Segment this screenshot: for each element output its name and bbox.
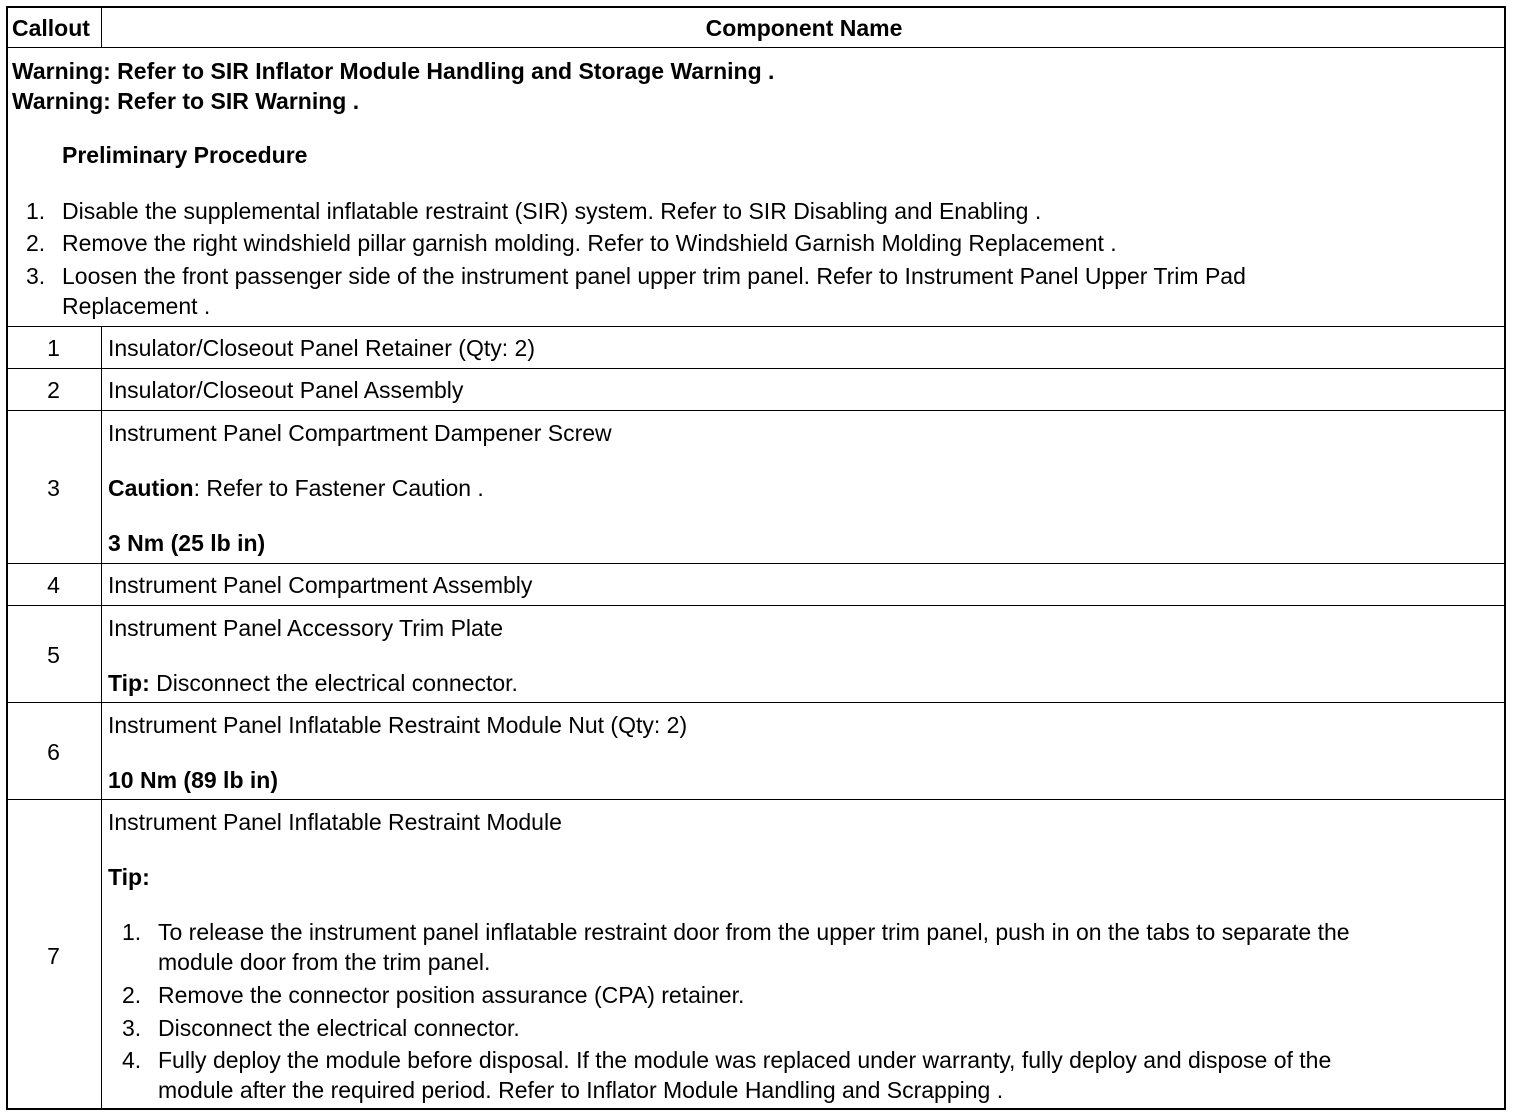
callout-number: 2: [47, 377, 60, 403]
row-divider: [6, 563, 1506, 564]
step-text: Loosen the front passenger side of the instrument panel upper trim panel. Refer to Instrument Panel Upper Trim Pad: [62, 263, 1246, 289]
header-callout: Callout: [12, 15, 90, 41]
step-text: module after the required period. Refer to Inflator Module Handling and Scrapping .: [158, 1077, 1004, 1103]
step-number: 2.: [122, 982, 142, 1008]
step-text: Replacement .: [62, 293, 211, 319]
step-text: module door from the trim panel.: [158, 949, 491, 975]
step-number: 1.: [122, 919, 142, 945]
callout-number: 5: [47, 642, 60, 668]
row-divider: [6, 799, 1506, 800]
header-component-name: Component Name: [705, 15, 903, 41]
step-text: To release the instrument panel inflatable restraint door from the upper trim panel, push in on the tabs to separate the: [158, 919, 1350, 945]
caution-text: : Refer to Fastener Caution .: [193, 475, 484, 501]
component-name: Insulator/Closeout Panel Retainer (Qty: 2): [108, 335, 535, 361]
torque-spec: 3 Nm (25 lb in): [108, 530, 266, 556]
step-number: 4.: [122, 1047, 142, 1073]
step-number: 2.: [26, 230, 46, 256]
warning-sir: Warning: Refer to SIR Warning .: [12, 88, 360, 114]
callout-number: 1: [47, 335, 60, 361]
torque-spec: 10 Nm (89 lb in): [108, 767, 278, 793]
step-text: Disable the supplemental inflatable restraint (SIR) system. Refer to SIR Disabling and Enabling .: [62, 198, 1042, 224]
component-name: Instrument Panel Accessory Trim Plate: [108, 615, 503, 641]
step-number: 3.: [26, 263, 46, 289]
caution-note: [108, 473, 484, 503]
component-name: Instrument Panel Compartment Assembly: [108, 572, 533, 598]
row-divider: [6, 410, 1506, 411]
column-divider: [101, 326, 102, 1110]
tip-note: [108, 668, 518, 698]
tip-text: Disconnect the electrical connector.: [149, 670, 518, 696]
component-name: Instrument Panel Inflatable Restraint Module Nut (Qty: 2): [108, 712, 688, 738]
tip-label: Tip:: [108, 864, 150, 890]
component-name: Instrument Panel Compartment Dampener Screw: [108, 420, 612, 446]
step-text: Remove the right windshield pillar garnish molding. Refer to Windshield Garnish Molding Replacement .: [62, 230, 1117, 256]
step-number: 3.: [122, 1015, 142, 1041]
preliminary-procedure-title: Preliminary Procedure: [62, 142, 308, 168]
callout-number: 4: [47, 572, 60, 598]
warning-sir-inflator: Warning: Refer to SIR Inflator Module Handling and Storage Warning .: [12, 58, 775, 84]
callout-number: 6: [47, 739, 60, 765]
row-divider: [6, 605, 1506, 606]
component-name: Insulator/Closeout Panel Assembly: [108, 377, 464, 403]
intro-divider: [6, 326, 1506, 327]
component-name: Instrument Panel Inflatable Restraint Module: [108, 809, 562, 835]
callout-number: 7: [47, 943, 60, 969]
step-number: 1.: [26, 198, 46, 224]
header-divider: [6, 47, 1506, 48]
row-divider: [6, 368, 1506, 369]
tip-label: Tip:: [108, 670, 150, 696]
step-text: Fully deploy the module before disposal. If the module was replaced under warranty, fully deploy and dispose of the: [158, 1047, 1332, 1073]
row-divider: [6, 702, 1506, 703]
step-text: Remove the connector position assurance (CPA) retainer.: [158, 982, 745, 1008]
step-text: Disconnect the electrical connector.: [158, 1015, 520, 1041]
callout-number: 3: [47, 475, 60, 501]
caution-label: Caution: [108, 475, 194, 501]
